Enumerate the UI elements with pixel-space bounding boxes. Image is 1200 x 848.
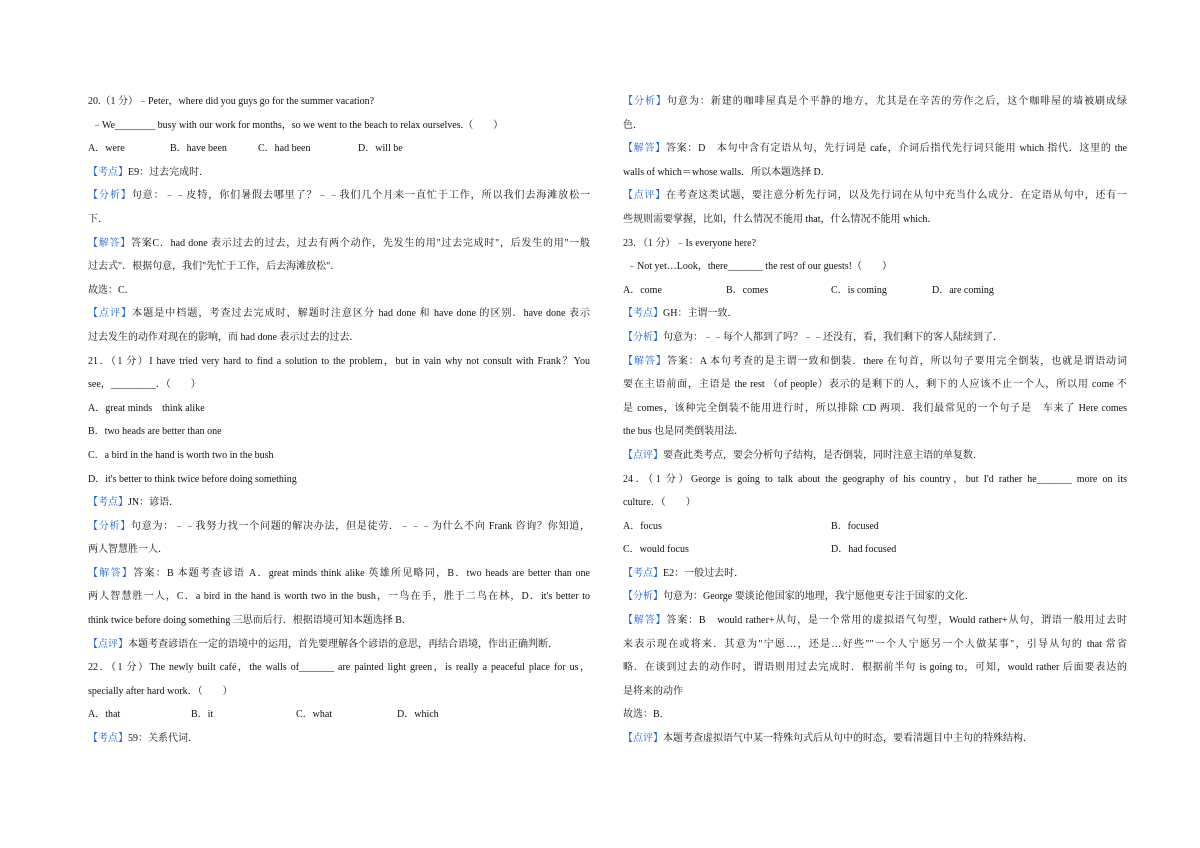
q23-fenxi bbox=[623, 326, 1127, 350]
jieda-tag: 【解答】 bbox=[623, 143, 666, 155]
q24-jieda-line2: 来表示现在或将来．其意为"宁愿…，还是…好些""一个人宁愿另一个人做某事"，引导从句的 that 常省 bbox=[623, 638, 1127, 650]
right-column bbox=[623, 90, 1127, 751]
q21-dianping bbox=[88, 633, 590, 657]
fenxi-tag: 【分析】 bbox=[88, 190, 132, 202]
q24-kaodian-text: E2：一般过去时． bbox=[663, 567, 745, 579]
q20-kaodian-text: E9：过去完成时． bbox=[128, 166, 210, 178]
q22-stem-line2: specially after hard work．（ ） bbox=[88, 685, 233, 697]
q20-jieda bbox=[88, 232, 590, 256]
q24-jieda-text: 答案：B would rather+从句，是一个常用的虚拟语气句型，Would rather+从句，谓语一般用过去时 bbox=[666, 615, 1128, 627]
q21-fenxi-text: 句意为：﹣﹣我努力找一个问题的解决办法，但是徒劳．﹣﹣﹣为什么不向 Frank 咨询？你知道， bbox=[131, 520, 590, 532]
jieda-tag: 【解答】 bbox=[88, 567, 134, 579]
jieda-tag: 【解答】 bbox=[623, 355, 667, 367]
q23-jieda bbox=[623, 350, 1127, 374]
q21-fenxi bbox=[88, 515, 590, 539]
fenxi-tag: 【分析】 bbox=[88, 520, 131, 532]
q22-jieda-line2: walls of which＝whose walls．所以本题选择 D． bbox=[623, 166, 831, 178]
q23-option-a: A．come bbox=[623, 284, 662, 296]
q24-dianping-text: 本题考查虚拟语气中某一特殊句式后从句中的时态，要看清题目中主句的特殊结构． bbox=[663, 733, 1033, 745]
q21-jieda-line3: think twice before doing something 三思而后行．根据语境可知本题选择 B． bbox=[88, 615, 412, 627]
fenxi-tag: 【分析】 bbox=[623, 591, 663, 603]
q21-stem: 21．（1 分）I have tried very hard to find a solution to the problem，but in vain why not consult with Frank？You bbox=[88, 355, 590, 367]
q22-stem: 22．（1 分）The newly built café，the walls of_______ are painted light green，is really a peaceful place for us， bbox=[88, 662, 590, 674]
jieda-tag: 【解答】 bbox=[88, 237, 131, 249]
q21-kaodian-text: JN：谚语． bbox=[128, 497, 180, 509]
q23-jieda-text: 答案：A 本句考查的是主谓一致和倒装．there 在句首，所以句子要用完全倒装，也就是谓语动词 bbox=[666, 355, 1128, 367]
q23-jieda-line4: the bus 也是同类倒装用法． bbox=[623, 426, 745, 438]
dianping-tag: 【点评】 bbox=[88, 308, 133, 320]
q20-option-d: D．will be bbox=[358, 143, 403, 155]
q20-jieda-line3: 故选：C． bbox=[88, 284, 135, 296]
q23-jieda-line2: 要在主语前面，主语是 the rest （of people）表示的是剩下的人，剩下的人应该不止一个人，所以用 come 不 bbox=[623, 379, 1127, 391]
q21-option-b: B．two heads are better than one bbox=[88, 426, 222, 438]
q20-fenxi-text: 句意：﹣﹣皮特，你们暑假去哪里了？﹣﹣我们几个月来一直忙于工作，所以我们去海滩放松一 bbox=[131, 190, 591, 202]
q22-option-d: D．which bbox=[397, 709, 439, 721]
q23-options bbox=[623, 279, 1127, 303]
q24-option-d: D．had focused bbox=[831, 544, 897, 556]
kaodian-tag: 【考点】 bbox=[623, 567, 663, 579]
q22-options bbox=[88, 703, 590, 727]
q20-fenxi bbox=[88, 184, 590, 208]
kaodian-tag: 【考点】 bbox=[623, 308, 663, 320]
fenxi-tag: 【分析】 bbox=[623, 96, 667, 107]
q21-fenxi-line2: 两人智慧胜一人． bbox=[88, 544, 168, 556]
q24-kaodian bbox=[623, 562, 1127, 586]
q20-dianping bbox=[88, 302, 590, 326]
left-column bbox=[88, 90, 590, 751]
q20-dianping-text: 本题是中档题，考查过去完成时，解题时注意区分 had done 和 have done 的区别．have done 表示 bbox=[132, 308, 590, 320]
q24-fenxi bbox=[623, 585, 1127, 609]
q24-option-a: A．focus bbox=[623, 520, 662, 532]
q24-option-b: B．focused bbox=[831, 520, 879, 532]
q21-jieda-text: 答案：B 本题考查谚语 A．great minds think alike 英雄所见略同，B．two heads are better than one bbox=[133, 567, 590, 579]
jieda-tag: 【解答】 bbox=[623, 615, 667, 627]
q21-kaodian bbox=[88, 491, 590, 515]
q20-jieda-text: 答案C．had done 表示过去的过去，过去有两个动作，先发生的用"过去完成时"，后发生的用"一般 bbox=[130, 237, 591, 249]
q23-option-c: C．is coming bbox=[831, 284, 887, 296]
q23-option-d: D．are coming bbox=[932, 284, 994, 296]
q22-fenxi bbox=[623, 90, 1127, 114]
q21-jieda bbox=[88, 562, 590, 586]
q24-stem-line2: culture．（ ） bbox=[623, 497, 696, 509]
q22-jieda-text: 答案：D 本句中含有定语从句，先行词是 cafe，介词后指代先行词只能用 which 指代．这里的 the bbox=[665, 143, 1128, 155]
q23-fenxi-text: 句意为：﹣﹣每个人都到了吗？﹣﹣还没有，看，我们剩下的客人陆续到了． bbox=[663, 331, 1003, 343]
q22-option-b: B．it bbox=[191, 709, 214, 721]
q20-jieda-line2: 过去式"．根据句意，我们"先忙于工作，后去海滩放松"． bbox=[88, 261, 341, 273]
q22-fenxi-text: 句意为：新建的咖啡屋真是个平静的地方，尤其是在辛苦的劳作之后，这个咖啡屋的墙被刷成绿 bbox=[666, 96, 1128, 107]
kaodian-tag: 【考点】 bbox=[88, 166, 128, 178]
q24-fenxi-text: 句意为：George 要谈论他国家的地理，我宁愿他更专注于国家的文化． bbox=[663, 591, 975, 603]
q22-kaodian bbox=[88, 727, 590, 751]
q22-kaodian-text: 59：关系代词． bbox=[128, 733, 198, 745]
kaodian-tag: 【考点】 bbox=[88, 497, 128, 509]
q21-jieda-line2: 两人智慧胜一人，C．a bird in the hand is worth two in the bush，一鸟在手，胜于二鸟在林，D．it's better to bbox=[88, 591, 590, 603]
q24-stem: 24．（1 分）George is going to talk about the geography of his country，but I'd rather he_______ more on its bbox=[623, 473, 1127, 485]
q24-dianping bbox=[623, 727, 1127, 751]
q20-option-c: C．had been bbox=[258, 143, 311, 155]
q20-option-b: B．have been bbox=[170, 143, 227, 155]
q22-fenxi-line2: 色． bbox=[623, 119, 643, 131]
q23-option-b: B．comes bbox=[726, 284, 769, 296]
q23-dianping bbox=[623, 444, 1127, 468]
q23-kaodian-text: GH：主谓一致． bbox=[663, 308, 738, 320]
q20-options bbox=[88, 137, 590, 161]
q20-dianping-line2: 过去发生的动作对现在的影响，而 had done 表示过去的过去． bbox=[88, 331, 360, 343]
q20-stem: 20.（1 分）﹣Peter，where did you guys go for the summer vacation? bbox=[88, 96, 375, 107]
dianping-tag: 【点评】 bbox=[623, 733, 663, 745]
q24-options-row2 bbox=[623, 538, 1127, 562]
q24-jieda bbox=[623, 609, 1127, 633]
q24-jieda-line3: 略．在谈到过去的动作时，谓语则用过去完成时．根据前半句 is going to，可知，would rather 后面要表达的 bbox=[623, 662, 1127, 674]
dianping-tag: 【点评】 bbox=[88, 638, 128, 650]
q22-jieda bbox=[623, 137, 1127, 161]
q23-stem: 23．（1 分）﹣Is everyone here? bbox=[623, 237, 757, 249]
q20-fenxi-line2: 下． bbox=[88, 213, 108, 225]
dianping-tag: 【点评】 bbox=[623, 190, 666, 202]
q23-kaodian bbox=[623, 302, 1127, 326]
q23-jieda-line3: 是 comes，该种完全倒装不能用进行时，所以排除 CD 两项．我们最常见的一个句子是 车来了 Here comes bbox=[623, 402, 1127, 414]
kaodian-tag: 【考点】 bbox=[88, 733, 128, 745]
q24-jieda-line4: 是将来的动作 bbox=[623, 685, 683, 697]
q22-dianping-text: 在考查这类试题，要注意分析先行词，以及先行词在从句中充当什么成分．在定语从句中，还有一 bbox=[665, 190, 1128, 202]
q21-option-a: A．great minds think alike bbox=[88, 402, 205, 414]
q20-option-a: A．were bbox=[88, 143, 125, 155]
q20-stem-line2: ﹣We________ busy with our work for months，so we went to the beach to relax ourselves.（ ） bbox=[92, 119, 504, 131]
q21-stem-line2: see，_________．（ ） bbox=[88, 379, 201, 391]
q22-dianping bbox=[623, 184, 1127, 208]
q21-dianping-text: 本题考查谚语在一定的语境中的运用，首先要理解各个谚语的意思，再结合语境，作出正确判断． bbox=[128, 638, 558, 650]
q22-option-a: A．that bbox=[88, 709, 121, 721]
q22-option-c: C．what bbox=[296, 709, 333, 721]
q23-dianping-text: 要查此类考点，要会分析句子结构，是否倒装，同时注意主语的单复数． bbox=[663, 449, 983, 461]
q23-stem-line2: ﹣Not yet…Look，there_______ the rest of our guests!（ ） bbox=[627, 261, 892, 273]
fenxi-tag: 【分析】 bbox=[623, 331, 663, 343]
q21-option-d: D．it's better to think twice before doing something bbox=[88, 473, 297, 485]
q24-jieda-line5: 故选：B． bbox=[623, 709, 670, 721]
dianping-tag: 【点评】 bbox=[623, 449, 663, 461]
q24-option-c: C．would focus bbox=[623, 544, 689, 556]
q22-dianping-line2: 些规则需要掌握，比如，什么情况不能用 that，什么情况不能用 which． bbox=[623, 213, 938, 225]
q21-option-c: C．a bird in the hand is worth two in the bush bbox=[88, 449, 274, 461]
q24-options-row1 bbox=[623, 515, 1127, 539]
q20-kaodian bbox=[88, 161, 590, 185]
